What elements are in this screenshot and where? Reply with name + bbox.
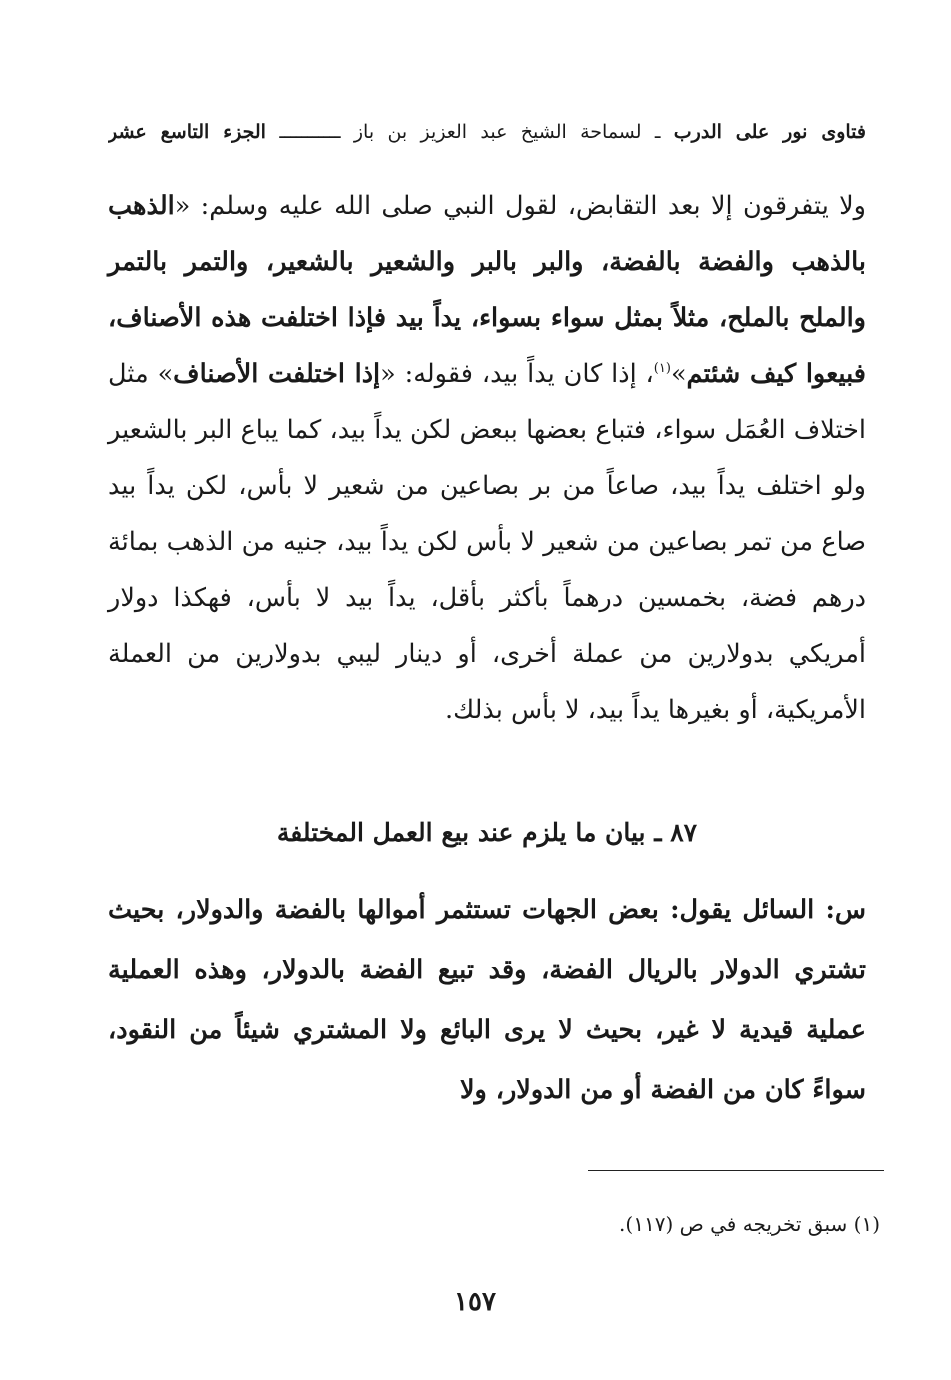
quoted-phrase: إذا اختلفت الأصناف [173, 359, 381, 389]
section-heading: ٨٧ ـ بيان ما يلزم عند بيع العمل المختلفة [276, 818, 698, 847]
footnote: (١) سبق تخريجه في ص (١١٧). [619, 1212, 880, 1236]
question-block [108, 880, 866, 1120]
hadith-close-quote: » [670, 359, 687, 389]
footnote-separator [588, 1170, 884, 1171]
page-number: ١٥٧ [454, 1287, 496, 1317]
fatwa-answer-paragraph [108, 178, 866, 738]
running-header [108, 112, 866, 152]
answer-intro: ولا يتفرقون إلا بعد التقابض، لقول النبي صلى الله عليه وسلم: « [174, 191, 866, 221]
header-book-title: فتاوى نور على الدرب [673, 121, 866, 143]
answer-middle: ، إذا كان يداً بيد، فقوله: « [380, 359, 654, 389]
header-author: ـ لسماحة الشيخ عبد العزيز بن باز ـــــــــــ [279, 121, 661, 143]
question-label: س: [825, 895, 866, 925]
header-volume: الجزء التاسع عشر [108, 121, 266, 143]
answer-rest: » مثل اختلاف العُمَل سواء، فتباع بعضها ببعض لكن يداً بيد، كما يباع البر بالشعير ولو اختلف يداً بيد، صاعاً من بر بصاعين من شعير لا بأس، لكن يداً بيد صاع من تمر بصاعين من شعير لا بأس لكن يداً بيد، جنيه من الذهب بمائة درهم فضة، بخمسين درهماً بأكثر بأقل، يداً بيد لا بأس، فهكذا دولار أمريكي بدولارين من عملة أخرى، أو دينار ليبي بدولارين من العملة الأمريكية، أو بغيرها يداً بيد، لا بأس بذلك. [108, 359, 866, 725]
hadith-text: الذهب بالذهب والفضة بالفضة، والبر بالبر والشعير بالشعير، والتمر بالتمر والملح بالملح، مثلاً بمثل سواء بسواء، يداً بيد فإذا اختلفت هذه الأصناف، فبيعوا كيف شئتم [108, 191, 866, 389]
footnote-reference: (١) [653, 361, 671, 376]
question-text: السائل يقول: بعض الجهات تستثمر أموالها بالفضة والدولار، بحيث تشتري الدولار بالريال الفضة، وقد تبيع الفضة بالدولار، وهذه العملية عملية قيدية لا غير، بحيث لا يرى البائع ولا المشتري شيئاً من النقود، سواءً كان من الفضة أو من الدولار، ولا [108, 895, 866, 1105]
